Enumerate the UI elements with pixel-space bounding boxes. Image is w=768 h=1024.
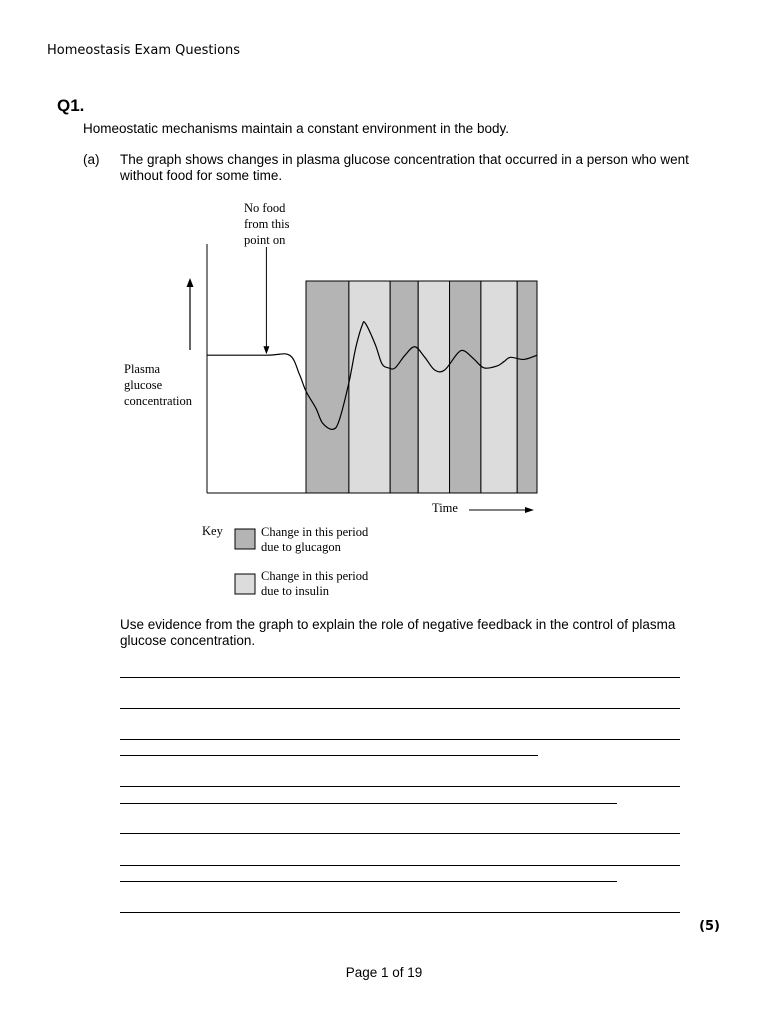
- answer-line[interactable]: [120, 786, 680, 787]
- answer-line[interactable]: [120, 833, 680, 834]
- answer-line[interactable]: [120, 865, 680, 866]
- band-insulin: [481, 281, 517, 493]
- legend-swatch-glucagon: [235, 529, 255, 549]
- y-axis-label: Plasma glucose concentration: [124, 362, 193, 408]
- answer-line[interactable]: [120, 677, 680, 678]
- key-label: Key: [202, 524, 223, 538]
- answer-line[interactable]: [120, 912, 680, 913]
- answer-line[interactable]: [120, 881, 617, 882]
- legend-label-glucagon: Change in this period due to glucagon: [261, 525, 369, 554]
- question-intro: Homeostatic mechanisms maintain a constant environment in the body.: [83, 121, 509, 136]
- band-glucagon: [517, 281, 537, 493]
- part-text: The graph shows changes in plasma glucose concentration that occurred in a person who went without food for some time.: [120, 152, 689, 183]
- part-label: (a): [83, 152, 100, 167]
- x-axis-arrow-icon: [469, 507, 534, 513]
- band-glucagon: [450, 281, 481, 493]
- page-footer: Page 1 of 19: [345, 965, 423, 980]
- answer-line[interactable]: [120, 803, 617, 804]
- band-glucagon: [390, 281, 418, 493]
- answer-line[interactable]: [120, 739, 680, 740]
- legend-label-insulin: Change in this period due to insulin: [261, 569, 369, 598]
- band-insulin: [418, 281, 449, 493]
- running-header: Homeostasis Exam Questions: [47, 43, 241, 58]
- no-food-arrow-icon: [263, 247, 269, 354]
- band-insulin: [349, 281, 390, 493]
- answer-line[interactable]: [120, 708, 680, 709]
- answer-line[interactable]: [120, 755, 538, 756]
- x-axis-label: Time: [432, 501, 458, 515]
- y-axis-arrow-icon: [187, 278, 194, 350]
- question-prompt: Use evidence from the graph to explain the role of negative feedback in the control of plasma glucose concentration.: [120, 617, 676, 648]
- legend-swatch-insulin: [235, 574, 255, 594]
- question-number: Q1.: [57, 96, 85, 115]
- marks: (5): [699, 919, 720, 934]
- no-food-annotation: No food from this point on: [244, 201, 290, 247]
- band-glucagon: [306, 281, 349, 493]
